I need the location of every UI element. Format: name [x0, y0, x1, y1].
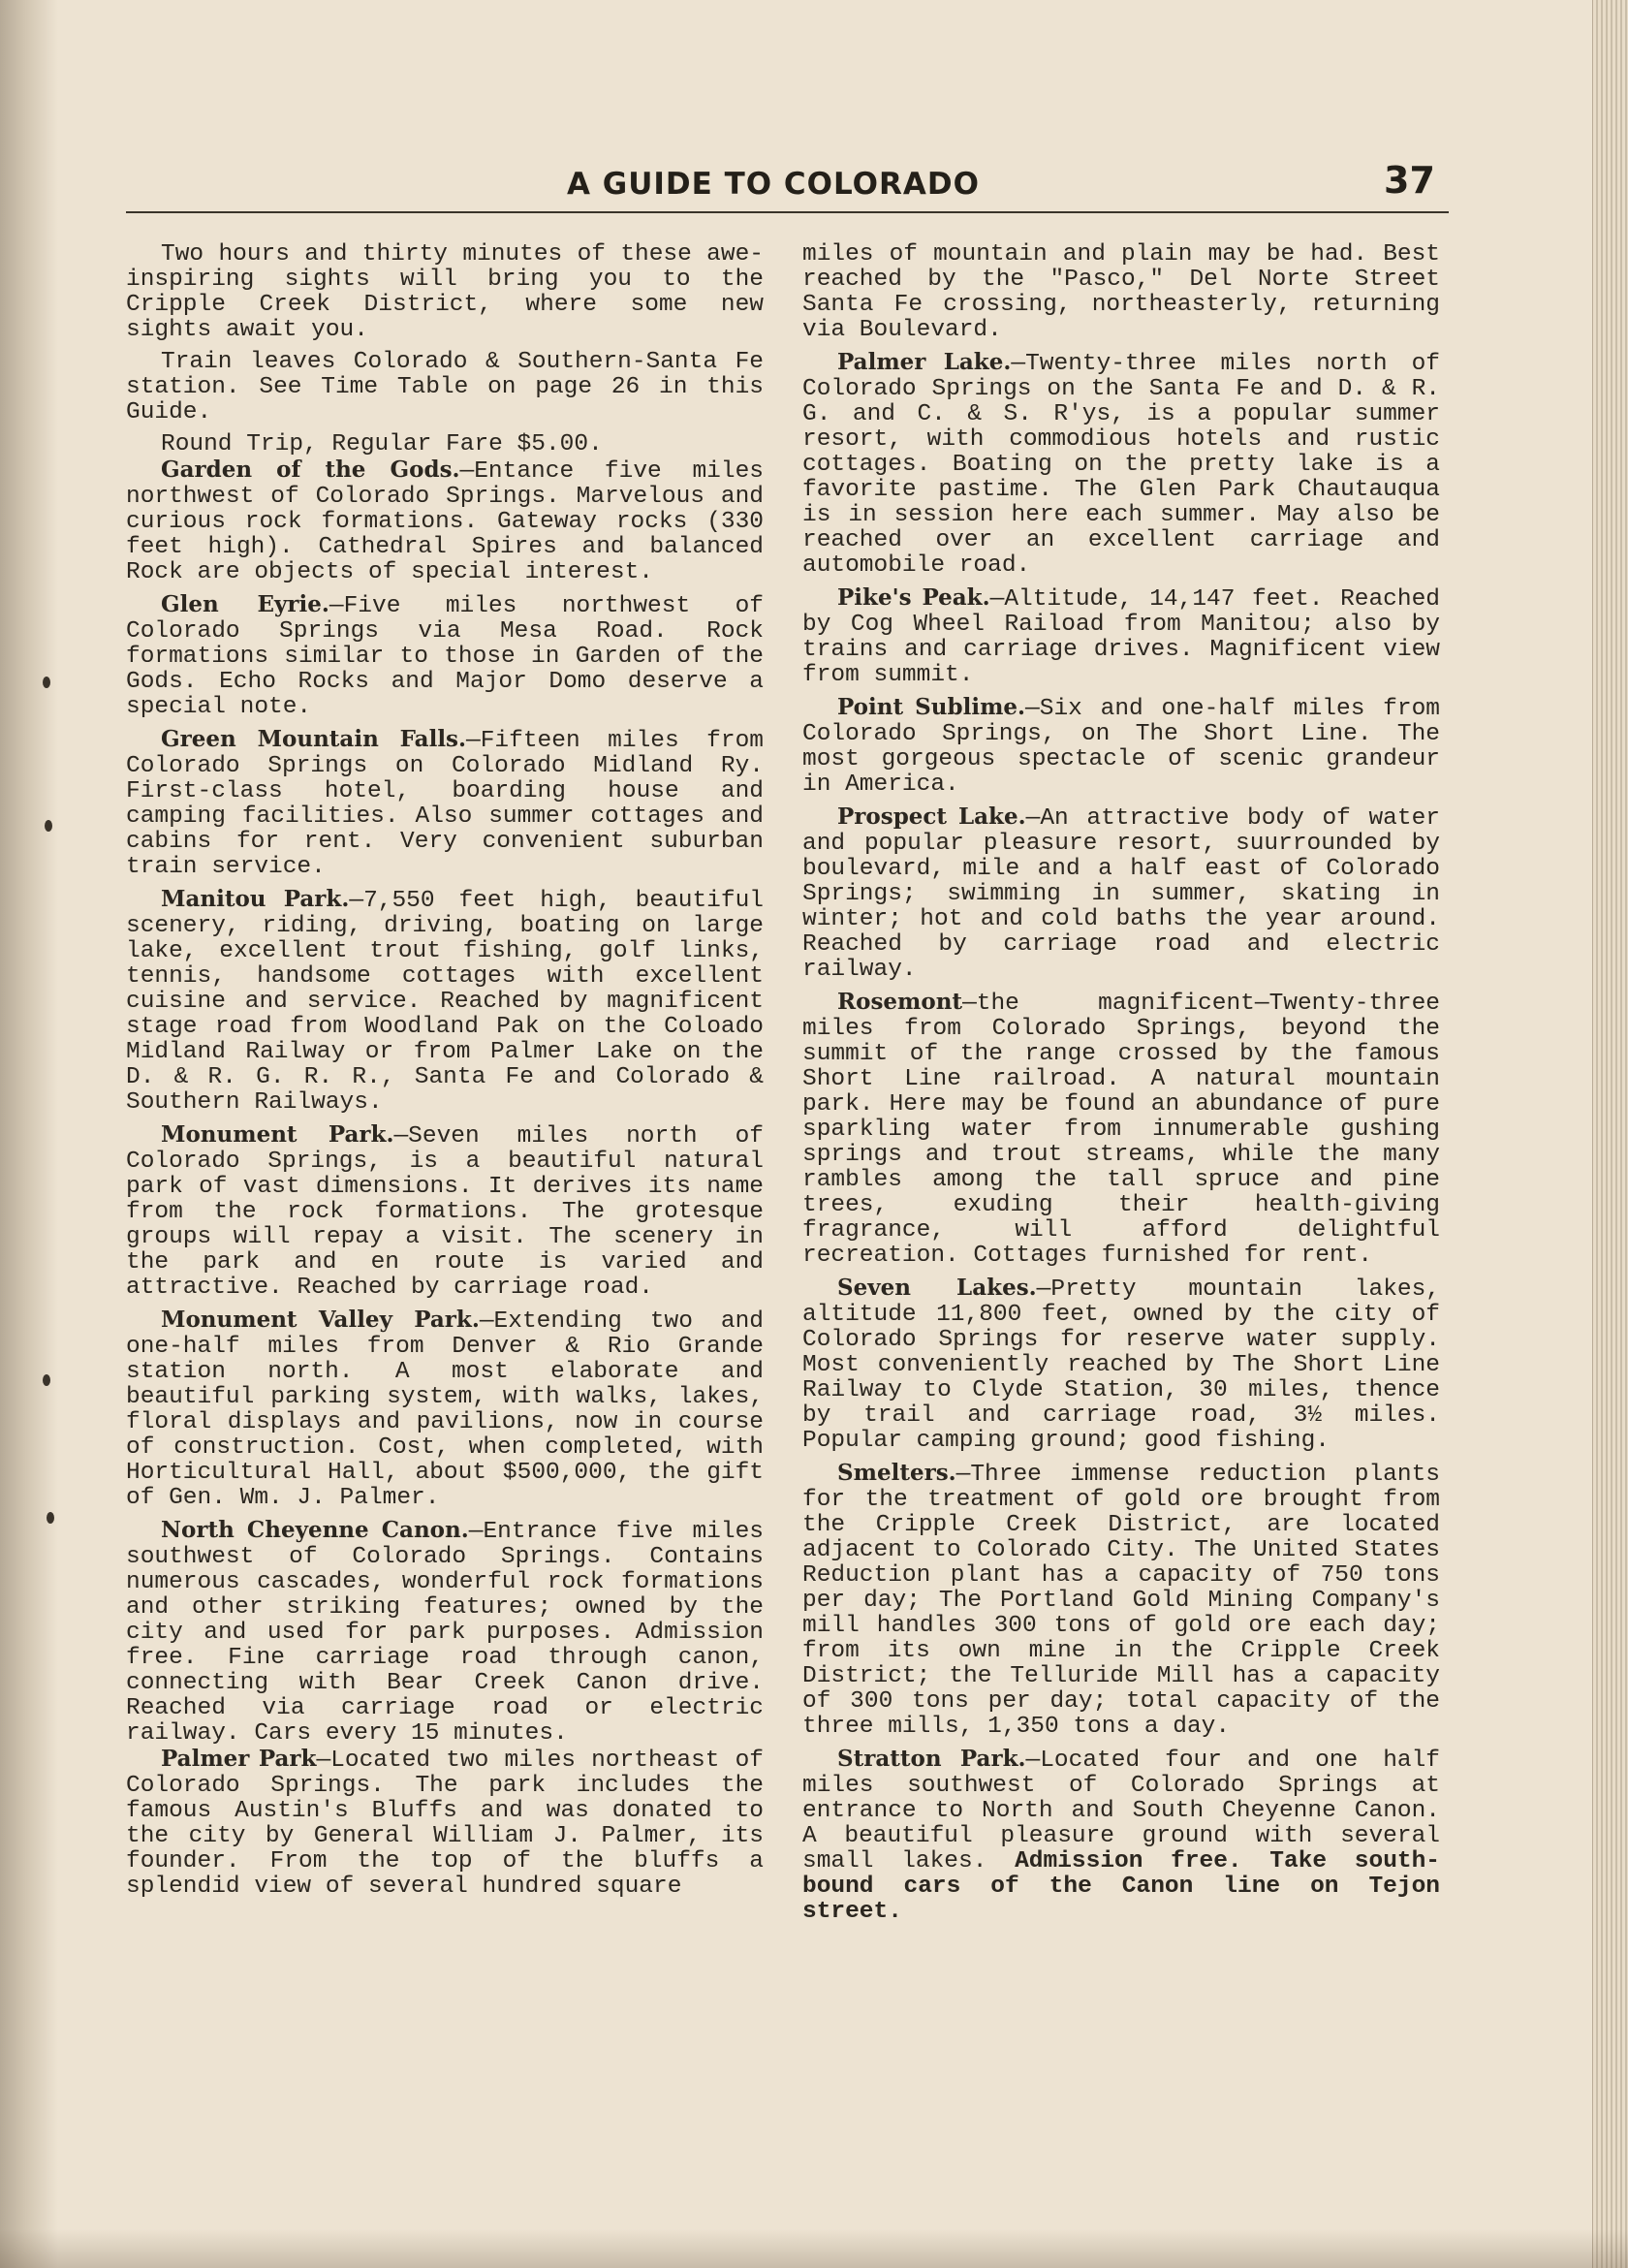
entry-monument-park [126, 1122, 764, 1301]
entry-heading: Palmer Lake. [837, 349, 1012, 375]
entry-heading: Palmer Park [161, 1746, 317, 1772]
entry-text: —Twenty-three miles north of Colorado Springs on the Santa Fe and D. & R. G. and C. & S. R'ys, is a popular summer resort, with commodious hotels and rustic cottages. Boating on the pretty lake is a favorite pastime. The Glen Park Chautauqua is in session here each summer. May also be reached over an excellent carriage and automobile road. [802, 351, 1440, 579]
bottom-shadow [0, 2229, 1628, 2268]
entry-palmer-lake [802, 350, 1440, 579]
entry-rosemont [802, 990, 1440, 1269]
entry-text: —7,550 feet high, beautiful scenery, riding, driving, boating on large lake, excellent trout fishing, golf links, tennis, handsome cottages with excellent cuisine and service. Reached by magnificent stage road from Woodland Pak on the Coloado Midland Railway or from Palmer Lake on the D. & R. G. R. R., Santa Fe and Colorado & Southern Railways. [126, 888, 764, 1116]
entry-text: —Altitude, 14,147 feet. Reached by Cog Wheel Raiload from Manitou; also by trains and carriage drives. Magnificent view from summit. [802, 586, 1440, 688]
entry-text: —Three immense reduction plants for the treatment of gold ore brought from the Cripple Creek District, are located adjacent to Colorado City. The United States Reduction plant has a capacity of 750 tons per day; The Portland Gold Mining Company's mill handles 300 tons of gold ore each day; from its own mine in the Cripple Creek District; the Telluride Mill has a capacity of 300 tons per day; total capacity of the three mills, 1,350 tons a day. [802, 1462, 1440, 1740]
entry-north-cheyenne-canon [126, 1518, 764, 1747]
entry-heading: Seven Lakes. [837, 1275, 1037, 1301]
entry-emphasis: Admission free. Take south-bound cars of the Canon line on Tejon street. [802, 1848, 1441, 1925]
entry-heading: Manitou Park. [161, 886, 350, 912]
margin-mark [47, 1512, 54, 1524]
entry-manitou-park [126, 887, 764, 1116]
margin-mark [43, 677, 50, 688]
paragraph [126, 350, 764, 425]
entry-garden-of-the-gods [126, 457, 764, 585]
entry-text: —Extending two and one-half miles from Denver & Rio Grande station north. A most elaborate and beautiful parking system, with walks, lakes, floral displays and pavilions, now in course of construction. Cost, when completed, with Horticultural Hall, about $500,000, the gift of Gen. Wm. J. Palmer. [126, 1308, 764, 1511]
entry-palmer-park [126, 1747, 764, 1900]
entry-heading: Pike's Peak. [837, 584, 990, 611]
entry-text: —An attractive body of water and popular pleasure resort, suurrounded by boulevard, mile and a half east of Colorado Springs; swimming in summer, skating in winter; hot and cold baths the year around. Reached by carriage road and electric railway. [802, 805, 1440, 983]
entry-point-sublime [802, 695, 1440, 798]
entry-glen-eyrie [126, 592, 764, 720]
entry-text: —Located four and one half miles southwest of Colorado Springs at entrance to North and South Cheyenne Canon. A beautiful pleasure ground with several small lakes. [802, 1748, 1441, 1874]
paragraph-text: Round Trip, Regular Fare $5.00. [161, 431, 603, 457]
page-edges [1592, 0, 1628, 2268]
entry-heading: North Cheyenne Canon. [161, 1517, 469, 1543]
entry-prospect-lake [802, 804, 1440, 983]
entry-green-mountain-falls [126, 727, 764, 880]
entry-heading: Monument Park. [161, 1121, 394, 1148]
header-rule [126, 211, 1449, 213]
margin-mark [43, 1374, 50, 1386]
left-column [126, 242, 764, 1906]
entry-text: —Entance five miles northwest of Colorado Springs. Marvelous and curious rock formations. Gateway rocks (330 feet high). Cathedral Spires and balanced Rock are objects of special interest. [126, 458, 764, 585]
entry-heading: Green Mountain Falls. [161, 726, 467, 752]
margin-mark [45, 820, 52, 832]
entry-text: —Fifteen miles from Colorado Springs on Colorado Midland Ry. First-class hotel, boarding house and camping facilities. Also summer cottages and cabins for rent. Very convenient suburban train service. [126, 728, 764, 880]
paragraph-text: miles of mountain and plain may be had. Best reached by the "Pasco," Del Norte Street Santa Fe crossing, northeasterly, returning via Boulevard. [802, 241, 1440, 343]
paragraph [126, 432, 764, 457]
entry-heading: Prospect Lake. [837, 803, 1026, 830]
entry-heading: Point Sublime. [837, 694, 1026, 720]
entry-text: —Entrance five miles southwest of Colorado Springs. Contains numerous cascades, wonderful rock formations and other striking features; owned by the city and used for park purposes. Admission free. Fine carriage road through canon, connecting with Bear Creek Canon drive. Reached via carriage road or electric railway. Cars every 15 minutes. [126, 1519, 764, 1747]
entry-heading: Rosemont [837, 989, 963, 1015]
entry-smelters [802, 1461, 1440, 1740]
entry-text: —Seven miles north of Colorado Springs, is a beautiful natural park of vast dimensions. It derives its name from the rock formations. The grotesque groups will repay a visit. The scenery in the park and en route is varied and attractive. Reached by carriage road. [126, 1123, 764, 1301]
entry-text: —Pretty mountain lakes, altitude 11,800 feet, owned by the city of Colorado Springs for reserve water supply. Most conveniently reached by The Short Line Railway to Clyde Station, 30 miles, thence by trail and carriage road, 3½ miles. Popular camping ground; good fishing. [802, 1276, 1441, 1454]
running-title: A GUIDE TO COLORADO [567, 167, 980, 202]
paragraph-text: Two hours and thirty minutes of these awe-inspiring sights will bring you to the Cripple Creek District, where some new sights await you. [126, 241, 764, 343]
entry-heading: Glen Eyrie. [161, 591, 329, 617]
entry-monument-valley-park [126, 1307, 764, 1511]
running-head [0, 159, 1628, 213]
page-gutter-shadow [0, 0, 58, 2268]
entry-pikes-peak [802, 585, 1440, 688]
paragraph-text: Train leaves Colorado & Southern-Santa Fe station. See Time Table on page 26 in this Guide. [126, 349, 764, 425]
entry-text: —the magnificent—Twenty-three miles from Colorado Springs, beyond the summit of the range crossed by the famous Short Line railroad. A natural mountain park. Here may be found an abundance of pure sparkling water from innumerable gushing springs and trout streams, while the many rambles among the tall spruce and pine trees, exuding their health-giving fragrance, will afford delightful recreation. Cottages furnished for rent. [802, 991, 1440, 1269]
entry-seven-lakes [802, 1276, 1440, 1454]
entry-stratton-park [802, 1747, 1440, 1925]
entry-heading: Stratton Park. [837, 1746, 1026, 1772]
entry-heading: Monument Valley Park. [161, 1307, 480, 1333]
right-column [802, 242, 1440, 1932]
entry-text: —Located two miles northeast of Colorado Springs. The park includes the famous Austin's Bluffs and was donated to the city by General William J. Palmer, its founder. From the top of the bluffs a splendid view of several hundred square [126, 1748, 764, 1900]
page-number: 37 [1384, 159, 1435, 202]
entry-text: —Five miles northwest of Colorado Springs via Mesa Road. Rock formations similar to those in Garden of the Gods. Echo Rocks and Major Domo deserve a special note. [126, 593, 764, 720]
entry-heading: Smelters. [837, 1460, 956, 1486]
paragraph-continued [802, 242, 1440, 343]
paragraph [126, 242, 764, 343]
entry-text: —Six and one-half miles from Colorado Springs, on The Short Line. The most gorgeous spectacle of scenic grandeur in America. [802, 696, 1440, 798]
entry-heading: Garden of the Gods. [161, 457, 460, 483]
